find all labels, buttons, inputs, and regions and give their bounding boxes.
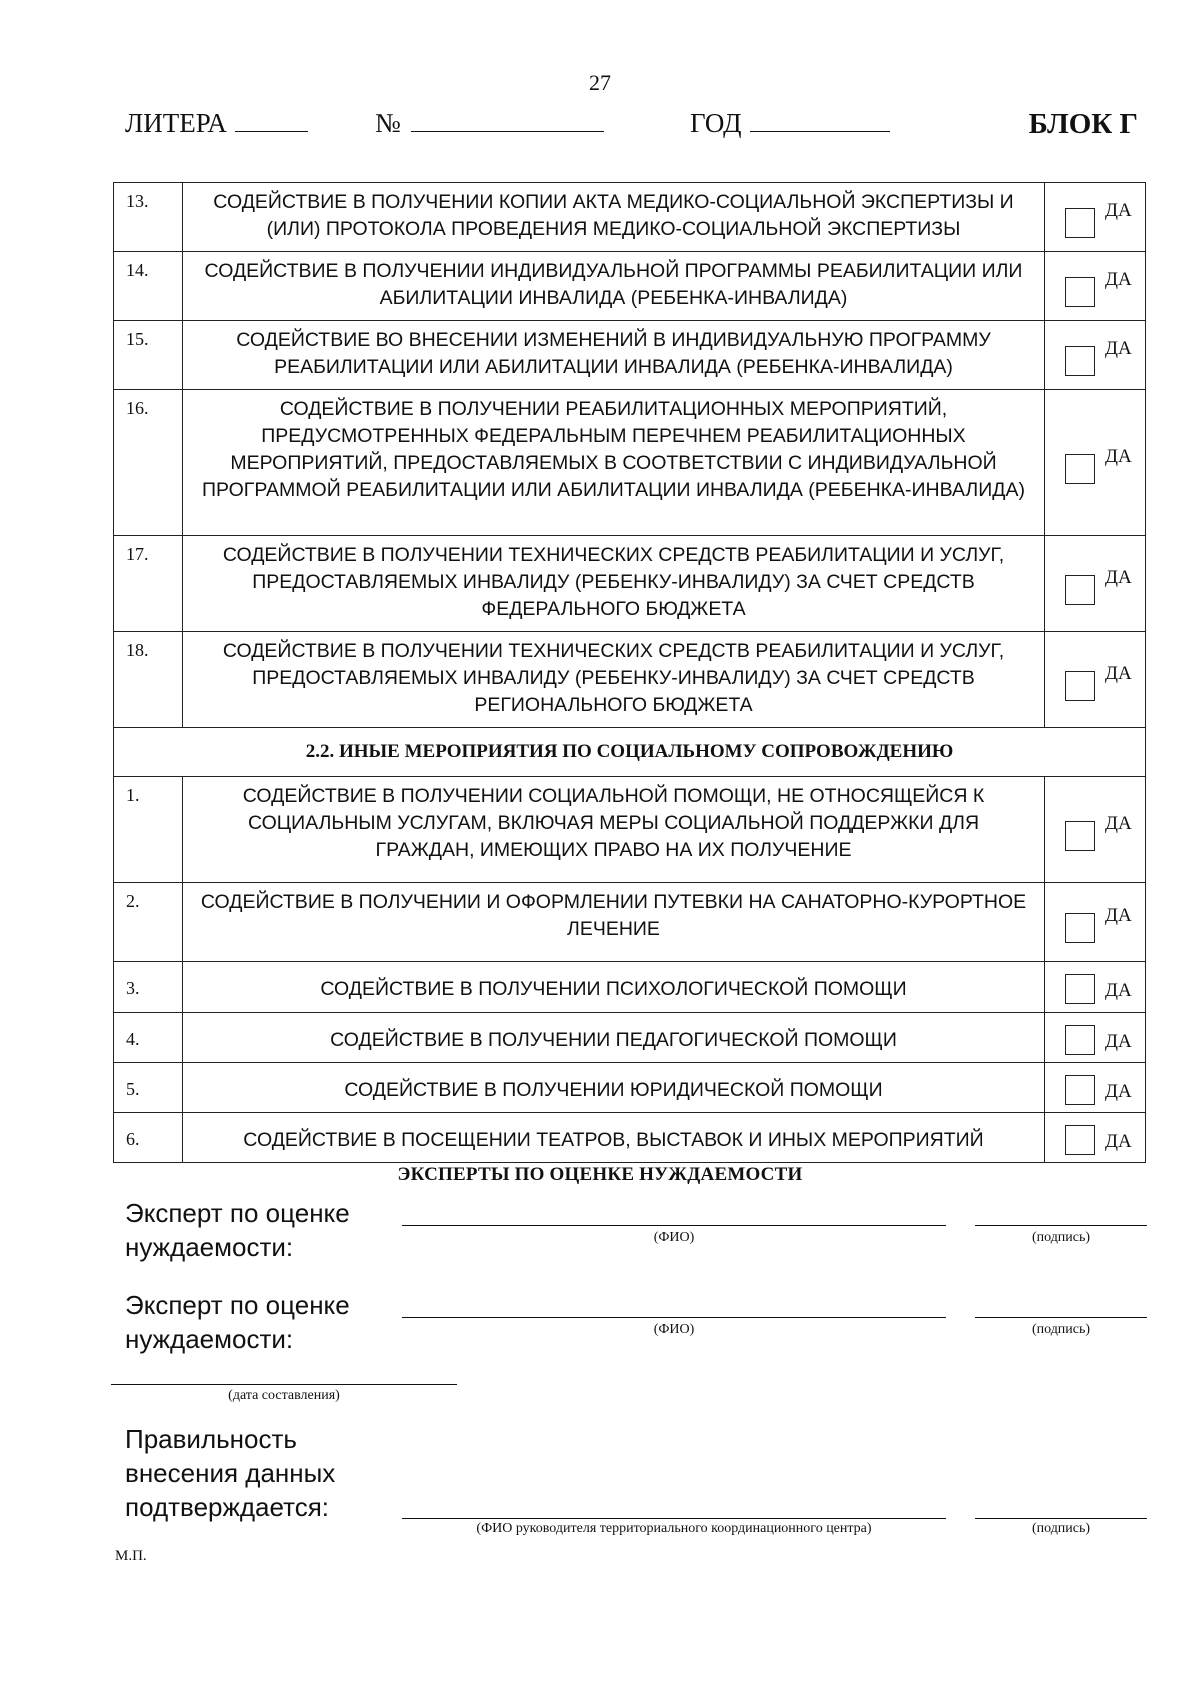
yes-label: ДА bbox=[1105, 338, 1132, 359]
row-text: СОДЕЙСТВИЕ В ПОЛУЧЕНИИ ИНДИВИДУАЛЬНОЙ ПРОГРАММЫ РЕАБИЛИТАЦИИ ИЛИ АБИЛИТАЦИИ ИНВАЛИДА (РЕБЕНКА-ИНВАЛИДА) bbox=[183, 252, 1045, 321]
number-blank[interactable] bbox=[411, 111, 604, 132]
head-fio-caption: (ФИО руководителя территориального координационного центра) bbox=[476, 1521, 872, 1536]
yes-label: ДА bbox=[1105, 662, 1132, 684]
row-number: 3. bbox=[114, 962, 183, 1013]
measures-table bbox=[113, 182, 1146, 1163]
expert-1-signature-caption: (подпись) bbox=[1031, 1230, 1091, 1245]
head-signature-line[interactable] bbox=[975, 1518, 1147, 1519]
table-row bbox=[114, 183, 1146, 252]
row-text: СОДЕЙСТВИЕ В ПОСЕЩЕНИИ ТЕАТРОВ, ВЫСТАВОК И ИНЫХ МЕРОПРИЯТИЙ bbox=[183, 1113, 1045, 1163]
row-text: СОДЕЙСТВИЕ В ПОЛУЧЕНИИ РЕАБИЛИТАЦИОННЫХ МЕРОПРИЯТИЙ, ПРЕДУСМОТРЕННЫХ ФЕДЕРАЛЬНЫМ ПЕРЕЧНЕМ РЕАБИЛИТАЦИОННЫХ МЕРОПРИЯТИЙ, ПРЕДОСТАВЛЯЕМЫХ В СООТВЕТСТВИИ С ИНДИВИДУАЛЬНОЙ ПРОГРАММОЙ РЕАБИЛИТАЦИИ ИЛИ АБИЛИТАЦИИ ИНВАЛИДА (РЕБЕНКА-ИНВАЛИДА) bbox=[183, 390, 1045, 536]
row-text: СОДЕЙСТВИЕ В ПОЛУЧЕНИИ КОПИИ АКТА МЕДИКО-СОЦИАЛЬНОЙ ЭКСПЕРТИЗЫ И (ИЛИ) ПРОТОКОЛА ПРОВЕДЕНИЯ МЕДИКО-СОЦИАЛЬНОЙ ЭКСПЕРТИЗЫ bbox=[183, 183, 1045, 252]
table-row bbox=[114, 777, 1146, 883]
row-number: 5. bbox=[114, 1063, 183, 1113]
yes-checkbox[interactable] bbox=[1065, 1025, 1095, 1055]
expert-1-label-line2: нуждаемости: bbox=[125, 1232, 294, 1262]
row-text: СОДЕЙСТВИЕ В ПОЛУЧЕНИИ ТЕХНИЧЕСКИХ СРЕДСТВ РЕАБИЛИТАЦИИ И УСЛУГ, ПРЕДОСТАВЛЯЕМЫХ ИНВАЛИДУ (РЕБЕНКУ-ИНВАЛИДУ) ЗА СЧЕТ СРЕДСТВ РЕГИОНАЛЬНОГО БЮДЖЕТА bbox=[183, 632, 1045, 728]
row-number: 18. bbox=[114, 632, 183, 728]
section-title: 2.2. ИНЫЕ МЕРОПРИЯТИЯ ПО СОЦИАЛЬНОМУ СОПРОВОЖДЕНИЮ bbox=[114, 728, 1146, 777]
row-number: 16. bbox=[114, 390, 183, 536]
date-line[interactable] bbox=[111, 1384, 457, 1385]
section-row bbox=[114, 728, 1146, 777]
expert-2-signature-line[interactable] bbox=[975, 1317, 1147, 1318]
yes-checkbox[interactable] bbox=[1065, 346, 1095, 376]
yes-label: ДА bbox=[1105, 200, 1132, 221]
year-field bbox=[690, 108, 890, 139]
year-label: ГОД bbox=[690, 108, 742, 138]
litera-blank[interactable] bbox=[235, 111, 308, 132]
table-row bbox=[114, 883, 1146, 962]
stamp-place: М.П. bbox=[115, 1548, 147, 1564]
row-number: 15. bbox=[114, 321, 183, 390]
table-row bbox=[114, 962, 1146, 1013]
row-number: 1. bbox=[114, 777, 183, 883]
expert-2-label bbox=[125, 1288, 350, 1356]
expert-1-label-line1: Эксперт по оценке bbox=[125, 1198, 350, 1228]
table-row bbox=[114, 1063, 1146, 1113]
confirm-label-line2: внесения данных bbox=[125, 1458, 336, 1488]
table-row bbox=[114, 1113, 1146, 1163]
expert-1-label bbox=[125, 1196, 350, 1264]
yes-label: ДА bbox=[1105, 1130, 1132, 1152]
yes-label: ДА bbox=[1105, 812, 1132, 834]
number-field bbox=[375, 108, 604, 139]
yes-label: ДА bbox=[1105, 445, 1132, 467]
expert-1-signature-line[interactable] bbox=[975, 1225, 1147, 1226]
yes-checkbox[interactable] bbox=[1065, 1075, 1095, 1105]
block-label: БЛОК Г bbox=[1028, 108, 1138, 140]
confirm-label-line1: Правильность bbox=[125, 1424, 297, 1454]
expert-1-fio-line[interactable] bbox=[402, 1225, 946, 1226]
date-caption: (дата составления) bbox=[228, 1388, 340, 1403]
table-row bbox=[114, 536, 1146, 632]
row-text: СОДЕЙСТВИЕ В ПОЛУЧЕНИИ ТЕХНИЧЕСКИХ СРЕДСТВ РЕАБИЛИТАЦИИ И УСЛУГ, ПРЕДОСТАВЛЯЕМЫХ ИНВАЛИДУ (РЕБЕНКУ-ИНВАЛИДУ) ЗА СЧЕТ СРЕДСТВ ФЕДЕРАЛЬНОГО БЮДЖЕТА bbox=[183, 536, 1045, 632]
yes-label: ДА bbox=[1105, 269, 1132, 290]
confirm-label bbox=[125, 1422, 335, 1524]
table-row bbox=[114, 252, 1146, 321]
yes-label: ДА bbox=[1105, 1080, 1132, 1102]
table-row bbox=[114, 321, 1146, 390]
row-text: СОДЕЙСТВИЕ В ПОЛУЧЕНИИ ПСИХОЛОГИЧЕСКОЙ ПОМОЩИ bbox=[183, 962, 1045, 1013]
expert-1-fio-caption: (ФИО) bbox=[653, 1230, 695, 1245]
yes-checkbox[interactable] bbox=[1065, 913, 1095, 943]
yes-checkbox[interactable] bbox=[1065, 454, 1095, 484]
head-signature-caption: (подпись) bbox=[1031, 1521, 1091, 1536]
yes-checkbox[interactable] bbox=[1065, 671, 1095, 701]
row-text: СОДЕЙСТВИЕ В ПОЛУЧЕНИИ ЮРИДИЧЕСКОЙ ПОМОЩИ bbox=[183, 1063, 1045, 1113]
yes-label: ДА bbox=[1105, 980, 1132, 1001]
yes-label: ДА bbox=[1105, 905, 1132, 926]
expert-2-fio-caption: (ФИО) bbox=[653, 1322, 695, 1337]
confirm-label-line3: подтверждается: bbox=[125, 1492, 330, 1522]
head-fio-line[interactable] bbox=[402, 1518, 946, 1519]
row-number: 4. bbox=[114, 1013, 183, 1063]
page-number: 27 bbox=[589, 70, 611, 95]
yes-label: ДА bbox=[1105, 566, 1132, 588]
year-blank[interactable] bbox=[750, 111, 890, 132]
yes-checkbox[interactable] bbox=[1065, 1125, 1095, 1155]
table-row bbox=[114, 390, 1146, 536]
yes-checkbox[interactable] bbox=[1065, 575, 1095, 605]
yes-checkbox[interactable] bbox=[1065, 208, 1095, 238]
yes-checkbox[interactable] bbox=[1065, 821, 1095, 851]
experts-title: ЭКСПЕРТЫ ПО ОЦЕНКЕ НУЖДАЕМОСТИ bbox=[397, 1164, 803, 1185]
litera-label: ЛИТЕРА bbox=[125, 108, 227, 138]
expert-2-fio-line[interactable] bbox=[402, 1317, 946, 1318]
row-number: 13. bbox=[114, 183, 183, 252]
row-text: СОДЕЙСТВИЕ ВО ВНЕСЕНИИ ИЗМЕНЕНИЙ В ИНДИВИДУАЛЬНУЮ ПРОГРАММУ РЕАБИЛИТАЦИИ ИЛИ АБИЛИТАЦИИ ИНВАЛИДА (РЕБЕНКА-ИНВАЛИДА) bbox=[183, 321, 1045, 390]
yes-checkbox[interactable] bbox=[1065, 277, 1095, 307]
litera-field bbox=[125, 108, 308, 139]
row-text: СОДЕЙСТВИЕ В ПОЛУЧЕНИИ СОЦИАЛЬНОЙ ПОМОЩИ, НЕ ОТНОСЯЩЕЙСЯ К СОЦИАЛЬНЫМ УСЛУГАМ, ВКЛЮЧАЯ МЕРЫ СОЦИАЛЬНОЙ ПОДДЕРЖКИ ДЛЯ ГРАЖДАН, ИМЕЮЩИХ ПРАВО НА ИХ ПОЛУЧЕНИЕ bbox=[183, 777, 1045, 883]
yes-label: ДА bbox=[1105, 1030, 1132, 1052]
expert-2-label-line2: нуждаемости: bbox=[125, 1324, 294, 1354]
row-number: 17. bbox=[114, 536, 183, 632]
expert-2-signature-caption: (подпись) bbox=[1031, 1322, 1091, 1337]
row-text: СОДЕЙСТВИЕ В ПОЛУЧЕНИИ ПЕДАГОГИЧЕСКОЙ ПОМОЩИ bbox=[183, 1013, 1045, 1063]
row-text: СОДЕЙСТВИЕ В ПОЛУЧЕНИИ И ОФОРМЛЕНИИ ПУТЕВКИ НА САНАТОРНО-КУРОРТНОЕ ЛЕЧЕНИЕ bbox=[183, 883, 1045, 962]
expert-2-label-line1: Эксперт по оценке bbox=[125, 1290, 350, 1320]
row-number: 14. bbox=[114, 252, 183, 321]
yes-checkbox[interactable] bbox=[1065, 974, 1095, 1004]
table-row bbox=[114, 1013, 1146, 1063]
row-number: 6. bbox=[114, 1113, 183, 1163]
row-number: 2. bbox=[114, 883, 183, 962]
number-label: № bbox=[375, 108, 401, 138]
table-row bbox=[114, 632, 1146, 728]
